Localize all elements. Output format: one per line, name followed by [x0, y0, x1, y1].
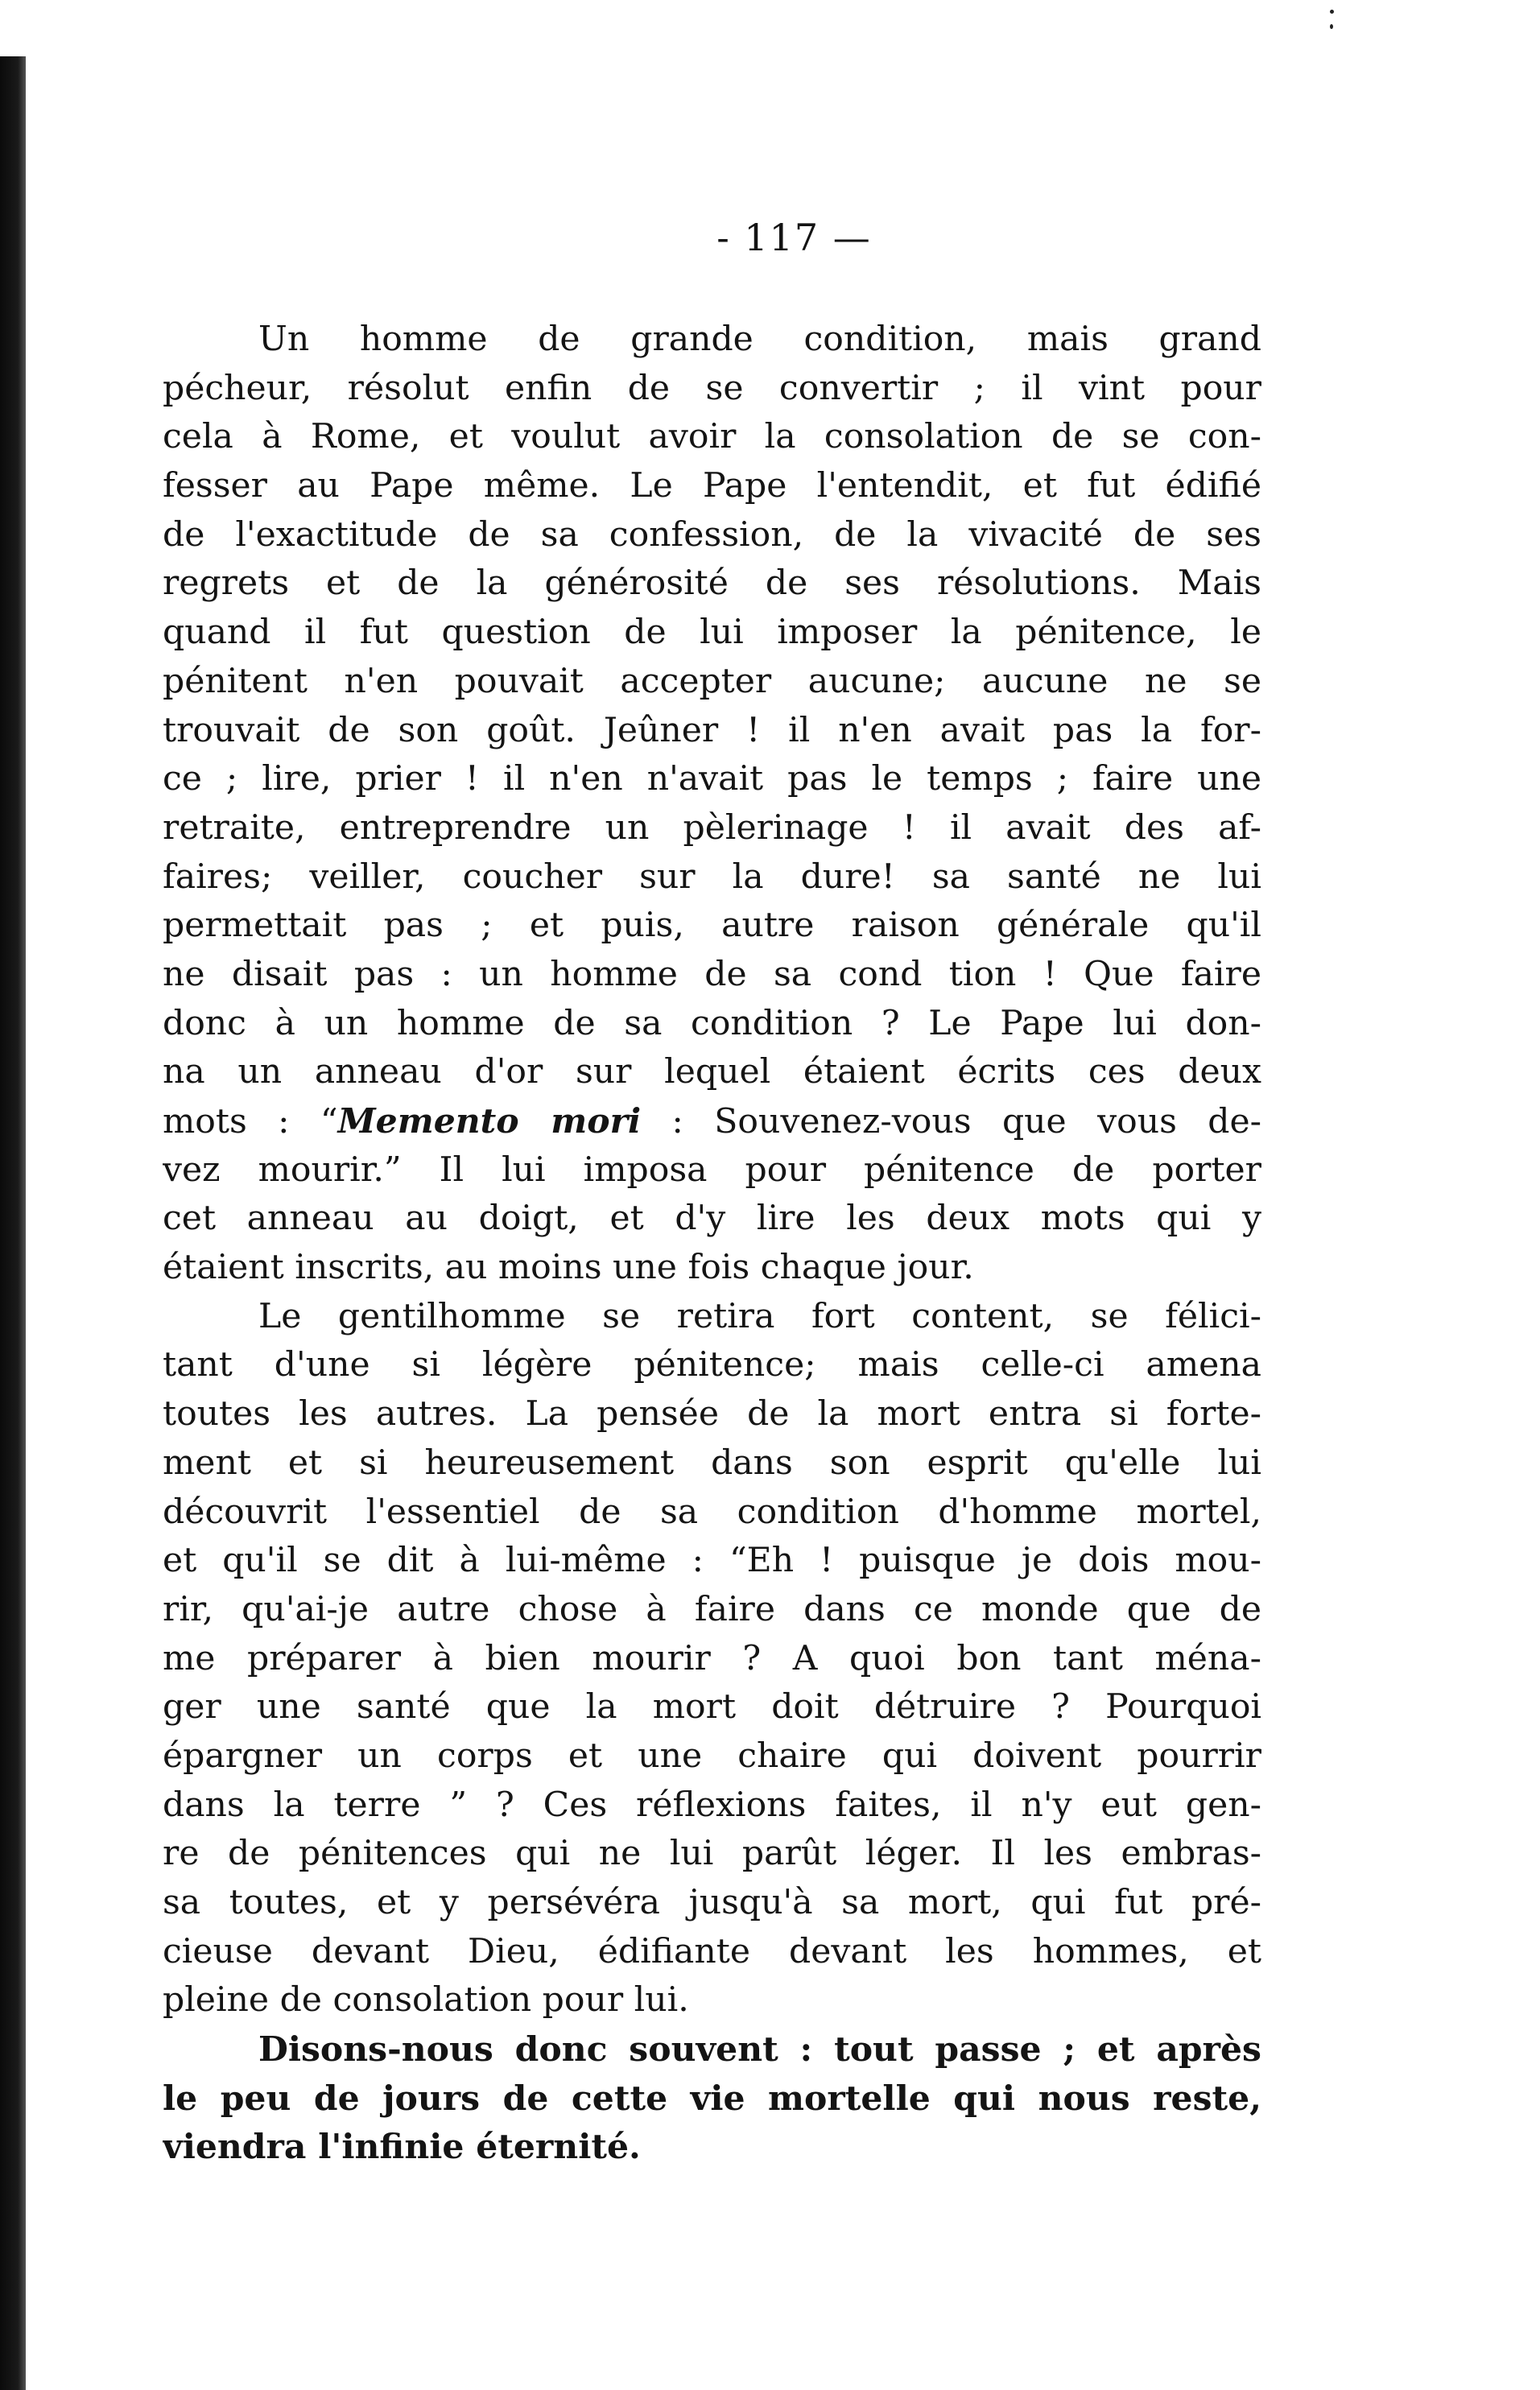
text-line: vez mourir.” Il lui imposa pour pénitence de porter	[163, 1150, 1261, 1190]
text-line: cet anneau au doigt, et d'y lire les deux mots qui y	[163, 1199, 1261, 1239]
text-line: rir, qu'ai-je autre chose à faire dans ce monde que de	[163, 1589, 1261, 1629]
text-line: découvrit l'essentiel de sa condition d'homme mortel,	[163, 1492, 1261, 1532]
text-line: me préparer à bien mourir ? A quoi bon tant ména-	[163, 1638, 1261, 1678]
text-line: cela à Rome, et voulut avoir la consolation de se con-	[163, 417, 1261, 457]
text-line: et qu'il se dit à lui-même : “Eh ! puisque je dois mou-	[163, 1541, 1261, 1581]
text-line: pécheur, résolut enfin de se convertir ; il vint pour	[163, 368, 1261, 408]
text-line: viendra l'infinie éternité.	[163, 2127, 641, 2168]
text-line: na un anneau d'or sur lequel étaient écrits ces deux	[163, 1052, 1261, 1092]
text-line: Disons-nous donc souvent : tout passe ; et après	[258, 2029, 1261, 2070]
text-line-memento	[163, 1097, 1261, 1146]
text-line: re de pénitences qui ne lui parût léger. Il les embras-	[163, 1834, 1261, 1874]
text-line: pénitent n'en pouvait accepter aucune; aucune ne se	[163, 661, 1261, 701]
text-line: sa toutes, et y persévéra jusqu'à sa mort, qui fut pré-	[163, 1883, 1261, 1922]
text-line: dans la terre ” ? Ces réflexions faites, il n'y eut gen-	[163, 1785, 1261, 1825]
text-line: étaient inscrits, au moins une fois chaque jour.	[163, 1248, 974, 1288]
text-line: donc à un homme de sa condition ? Le Pape lui don-	[163, 1003, 1261, 1043]
text-line: ne disait pas : un homme de sa cond tion ! Que faire	[163, 954, 1261, 994]
text-line: de l'exactitude de sa confession, de la vivacité de ses	[163, 514, 1261, 555]
memento-mori-phrase: Memento mori	[337, 1101, 642, 1141]
scan-speck	[1330, 10, 1334, 14]
text-line: Le gentilhomme se retira fort content, se félici-	[258, 1296, 1261, 1336]
text-line: toutes les autres. La pensée de la mort entra si forte-	[163, 1394, 1261, 1434]
scan-binding-edge	[0, 56, 26, 2390]
paragraph-2	[163, 1293, 1261, 2025]
page-number: - 117 —	[716, 216, 872, 259]
text-line: fesser au Pape même. Le Pape l'entendit, et fut édifié	[163, 466, 1261, 506]
text-line: épargner un corps et une chaire qui doivent pourrir	[163, 1736, 1261, 1776]
text-line: faires; veiller, coucher sur la dure! sa santé ne lui	[163, 857, 1261, 897]
text-line: cieuse devant Dieu, édifiante devant les hommes, et	[163, 1931, 1261, 1971]
text-line: retraite, entreprendre un pèlerinage ! il avait des af-	[163, 807, 1261, 848]
text-fragment: : Souvenez-vous que vous de-	[641, 1102, 1261, 1141]
text-line: tant d'une si légère pénitence; mais celle-ci amena	[163, 1345, 1261, 1385]
paragraph-1	[163, 316, 1261, 1293]
text-line: ment et si heureusement dans son esprit qu'elle lui	[163, 1443, 1261, 1483]
text-line: permettait pas ; et puis, autre raison générale qu'il	[163, 906, 1261, 946]
text-line: ger une santé que la mort doit détruire ? Pourquoi	[163, 1687, 1261, 1727]
scan-speck	[1330, 24, 1333, 29]
text-line: ce ; lire, prier ! il n'en n'avait pas le temps ; faire une	[163, 759, 1261, 799]
body-text	[163, 316, 1261, 2172]
paragraph-3	[163, 2025, 1261, 2172]
text-line: pleine de consolation pour lui.	[163, 1980, 689, 2021]
text-line: Un homme de grande condition, mais grand	[258, 320, 1261, 359]
text-line: trouvait de son goût. Jeûner ! il n'en avait pas la for-	[163, 710, 1261, 750]
text-line: regrets et de la générosité de ses résolutions. Mais	[163, 563, 1261, 604]
text-fragment: mots : “	[163, 1102, 338, 1141]
text-line: quand il fut question de lui imposer la pénitence, le	[163, 613, 1261, 653]
text-line: le peu de jours de cette vie mortelle qui nous reste,	[163, 2078, 1261, 2119]
